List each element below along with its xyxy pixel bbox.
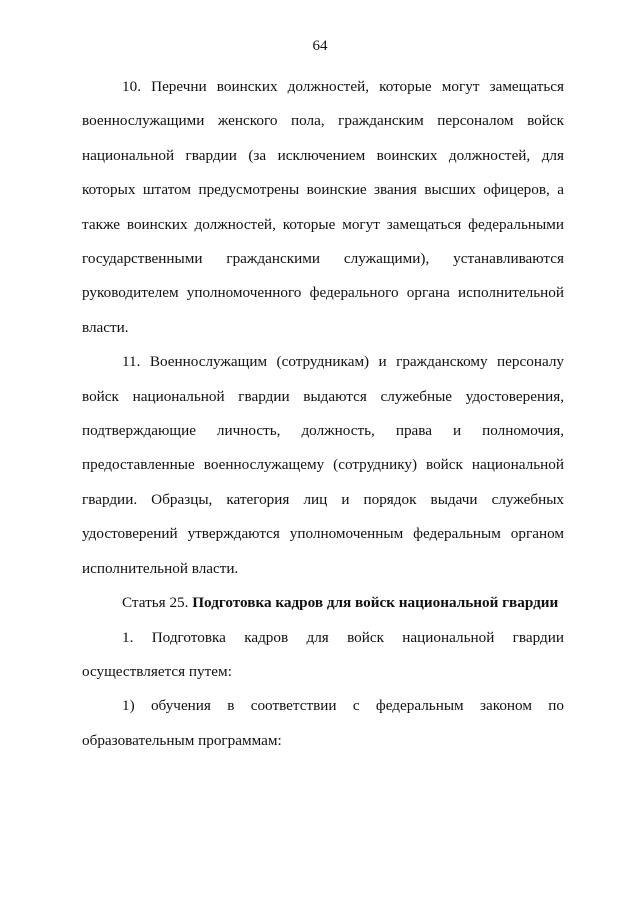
text-line: 10. Перечни воинских должностей, которые могут замещаться bbox=[122, 78, 564, 95]
text-line: войск национальной гвардии выдаются служебные удостоверения, bbox=[82, 387, 564, 405]
text-line: государственными гражданскими служащими), устанавливаются bbox=[82, 250, 564, 268]
text-line: исполнительной власти. bbox=[82, 559, 239, 577]
paragraph-10 bbox=[82, 70, 564, 345]
text-line: образовательным программам: bbox=[82, 731, 282, 749]
text-line: подтверждающие личность, должность, права и полномочия, bbox=[82, 422, 564, 440]
text-line: военнослужащими женского пола, гражданским персоналом войск bbox=[82, 112, 564, 130]
text-line: власти. bbox=[82, 318, 129, 336]
text-line: руководителем уполномоченного федерального органа исполнительной bbox=[82, 284, 564, 302]
text-line: осуществляется путем: bbox=[82, 662, 232, 680]
text-line: предоставленные военнослужащему (сотруднику) войск национальной bbox=[82, 456, 564, 474]
paragraph-11 bbox=[82, 345, 564, 586]
text-line: 1) обучения в соответствии с федеральным законом по bbox=[122, 697, 564, 715]
article-title: Подготовка кадров для войск национальной гвардии bbox=[192, 594, 559, 612]
paragraph-25-1 bbox=[82, 621, 564, 690]
page-number: 64 bbox=[312, 38, 328, 54]
text-line: также воинских должностей, которые могут замещаться федеральными bbox=[82, 215, 564, 233]
text-line: 1. Подготовка кадров для войск национальной гвардии bbox=[122, 628, 564, 646]
document-body bbox=[82, 70, 564, 758]
text-line: которых штатом предусмотрены воинские звания высших офицеров, а bbox=[82, 181, 564, 199]
text-line: 11. Военнослужащим (сотрудникам) и гражданскому персоналу bbox=[122, 353, 564, 371]
text-line: национальной гвардии (за исключением воинских должностей, для bbox=[82, 146, 564, 164]
text-line: удостоверений утверждаются уполномоченным федеральным органом bbox=[82, 525, 564, 543]
paragraph-25-1-1 bbox=[82, 689, 564, 758]
article-heading bbox=[82, 586, 564, 620]
article-prefix: Статья 25. bbox=[122, 594, 189, 612]
text-line: гвардии. Образцы, категория лиц и порядок выдачи служебных bbox=[82, 490, 564, 508]
